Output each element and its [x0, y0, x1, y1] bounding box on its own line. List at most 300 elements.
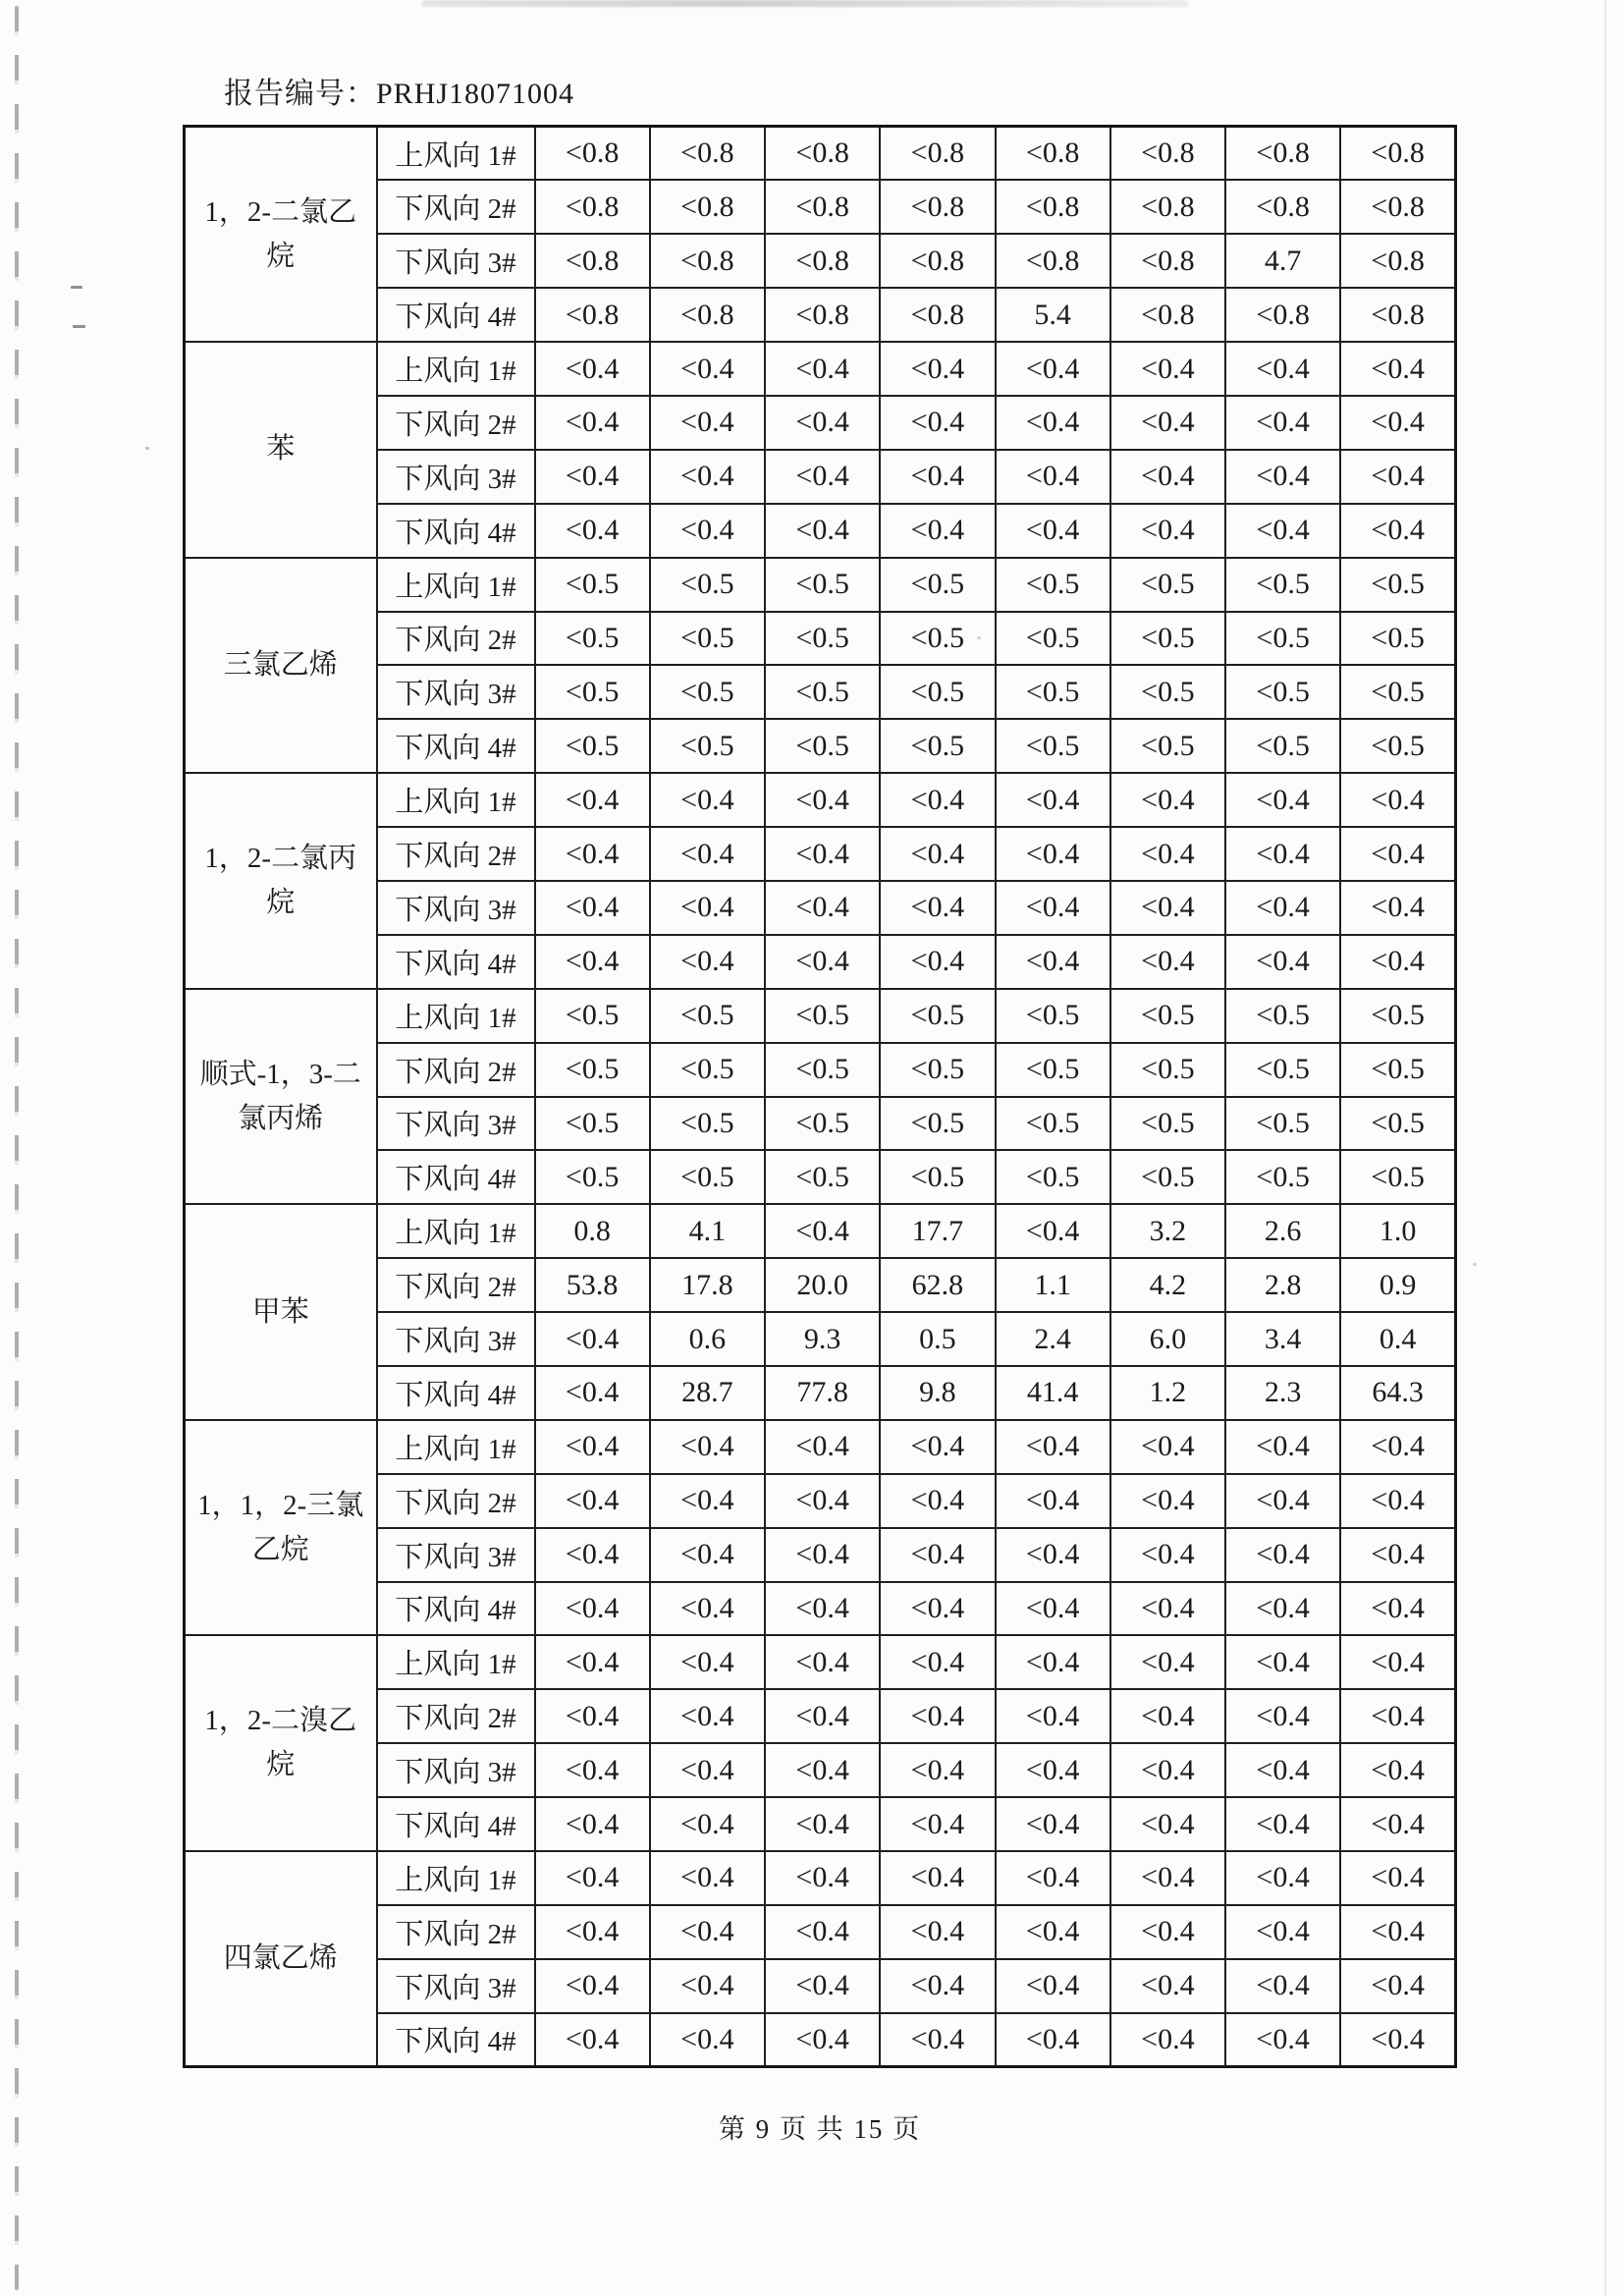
value-cell: <0.4 — [650, 342, 765, 396]
value-cell: 77.8 — [765, 1366, 880, 1420]
value-cell: <0.4 — [1110, 1797, 1225, 1851]
value-cell: <0.4 — [535, 504, 650, 558]
value-cell: 64.3 — [1340, 1366, 1455, 1420]
value-cell: <0.4 — [1225, 1743, 1340, 1797]
scan-artifact — [71, 286, 82, 289]
value-cell: <0.5 — [535, 989, 650, 1043]
value-cell: 6.0 — [1110, 1312, 1225, 1366]
table-row — [185, 127, 1456, 181]
table-row — [185, 989, 1456, 1043]
value-cell: <0.4 — [650, 827, 765, 881]
value-cell: <0.4 — [650, 1851, 765, 1905]
sample-point-cell: 上风向 1# — [377, 1851, 535, 1905]
value-cell: <0.5 — [880, 558, 995, 612]
value-cell: <0.4 — [880, 1905, 995, 1959]
value-cell: <0.4 — [1110, 1743, 1225, 1797]
value-cell: <0.8 — [765, 127, 880, 181]
value-cell: <0.4 — [1225, 450, 1340, 504]
value-cell: <0.5 — [880, 1097, 995, 1151]
value-cell: 3.4 — [1225, 1312, 1340, 1366]
sample-point-cell: 下风向 4# — [377, 504, 535, 558]
value-cell: <0.4 — [1110, 1582, 1225, 1636]
value-cell: <0.4 — [996, 396, 1110, 450]
sample-point-cell: 下风向 4# — [377, 288, 535, 342]
value-cell: <0.5 — [535, 612, 650, 666]
value-cell: <0.4 — [1340, 2013, 1455, 2067]
value-cell: <0.4 — [650, 450, 765, 504]
value-cell: <0.4 — [650, 1689, 765, 1743]
value-cell: <0.5 — [1340, 1097, 1455, 1151]
value-cell: <0.4 — [1110, 504, 1225, 558]
value-cell: 0.9 — [1340, 1258, 1455, 1312]
value-cell: <0.4 — [650, 1635, 765, 1689]
value-cell: <0.4 — [1110, 935, 1225, 989]
value-cell: <0.4 — [1340, 1959, 1455, 2013]
scan-artifact — [1473, 1263, 1477, 1266]
value-cell: <0.4 — [1110, 396, 1225, 450]
report-number-line — [224, 69, 574, 112]
chemical-name-cell: 甲苯 — [185, 1204, 377, 1420]
sample-point-cell: 下风向 2# — [377, 1043, 535, 1097]
value-cell: <0.4 — [650, 2013, 765, 2067]
value-cell: <0.8 — [765, 288, 880, 342]
value-cell: <0.5 — [650, 1043, 765, 1097]
value-cell: <0.4 — [1225, 1797, 1340, 1851]
value-cell: <0.4 — [650, 396, 765, 450]
value-cell: <0.8 — [1110, 234, 1225, 288]
value-cell: <0.5 — [1110, 989, 1225, 1043]
value-cell: <0.8 — [1340, 127, 1455, 181]
value-cell: <0.4 — [880, 1635, 995, 1689]
value-cell: <0.8 — [996, 127, 1110, 181]
value-cell: <0.8 — [880, 234, 995, 288]
value-cell: 4.2 — [1110, 1258, 1225, 1312]
results-table — [183, 125, 1457, 2068]
value-cell: <0.5 — [1110, 1150, 1225, 1204]
value-cell: <0.5 — [765, 665, 880, 719]
value-cell: <0.5 — [1225, 1097, 1340, 1151]
chemical-name-cell: 四氯乙烯 — [185, 1851, 377, 2067]
value-cell: <0.4 — [880, 827, 995, 881]
value-cell: <0.4 — [1225, 827, 1340, 881]
value-cell: <0.4 — [1110, 1528, 1225, 1582]
table-row — [185, 773, 1456, 827]
value-cell: 4.1 — [650, 1204, 765, 1258]
value-cell: <0.5 — [880, 612, 995, 666]
value-cell: <0.4 — [1340, 1528, 1455, 1582]
value-cell: <0.4 — [765, 1635, 880, 1689]
value-cell: <0.4 — [1110, 450, 1225, 504]
value-cell: <0.4 — [650, 1528, 765, 1582]
value-cell: <0.4 — [535, 1635, 650, 1689]
value-cell: <0.5 — [1110, 665, 1225, 719]
sample-point-cell: 上风向 1# — [377, 1635, 535, 1689]
sample-point-cell: 下风向 2# — [377, 827, 535, 881]
sample-point-cell: 上风向 1# — [377, 342, 535, 396]
value-cell: <0.4 — [1110, 1905, 1225, 1959]
chemical-name-cell: 1，2-二氯乙烷 — [185, 127, 377, 343]
value-cell: <0.4 — [1340, 1743, 1455, 1797]
value-cell: <0.4 — [880, 1959, 995, 2013]
table-row — [185, 558, 1456, 612]
value-cell: <0.4 — [1225, 1851, 1340, 1905]
value-cell: <0.4 — [880, 1420, 995, 1474]
value-cell: <0.5 — [1110, 558, 1225, 612]
value-cell: <0.4 — [1110, 1689, 1225, 1743]
value-cell: <0.4 — [1225, 1635, 1340, 1689]
sample-point-cell: 下风向 2# — [377, 396, 535, 450]
value-cell: <0.4 — [1340, 1851, 1455, 1905]
value-cell: <0.4 — [996, 1204, 1110, 1258]
value-cell: <0.4 — [996, 881, 1110, 935]
value-cell: <0.8 — [1225, 127, 1340, 181]
sample-point-cell: 上风向 1# — [377, 1204, 535, 1258]
value-cell: 1.2 — [1110, 1366, 1225, 1420]
value-cell: <0.4 — [1340, 1797, 1455, 1851]
value-cell: <0.4 — [1340, 881, 1455, 935]
chemical-name-cell: 三氯乙烯 — [185, 558, 377, 774]
value-cell: <0.4 — [650, 504, 765, 558]
value-cell: <0.4 — [765, 881, 880, 935]
value-cell: <0.5 — [1340, 989, 1455, 1043]
value-cell: <0.4 — [880, 1689, 995, 1743]
value-cell: 2.4 — [996, 1312, 1110, 1366]
value-cell: <0.4 — [1340, 1905, 1455, 1959]
value-cell: <0.5 — [765, 719, 880, 773]
value-cell: <0.4 — [1340, 1689, 1455, 1743]
scan-binding-marks — [15, 6, 19, 2290]
value-cell: <0.5 — [535, 665, 650, 719]
value-cell: <0.8 — [650, 180, 765, 234]
value-cell: <0.4 — [535, 881, 650, 935]
value-cell: <0.4 — [880, 1851, 995, 1905]
value-cell: <0.4 — [535, 1851, 650, 1905]
value-cell: <0.4 — [880, 935, 995, 989]
value-cell: <0.4 — [1110, 881, 1225, 935]
value-cell: <0.4 — [1340, 1474, 1455, 1528]
value-cell: <0.4 — [996, 1851, 1110, 1905]
value-cell: <0.4 — [1110, 1635, 1225, 1689]
table-row — [185, 342, 1456, 396]
value-cell: <0.4 — [535, 827, 650, 881]
value-cell: <0.5 — [1110, 1097, 1225, 1151]
value-cell: <0.4 — [535, 1797, 650, 1851]
value-cell: <0.4 — [880, 504, 995, 558]
sample-point-cell: 下风向 2# — [377, 1474, 535, 1528]
value-cell: 17.7 — [880, 1204, 995, 1258]
value-cell: <0.5 — [650, 989, 765, 1043]
sample-point-cell: 下风向 3# — [377, 1528, 535, 1582]
value-cell: <0.4 — [880, 1582, 995, 1636]
value-cell: <0.5 — [535, 558, 650, 612]
value-cell: <0.8 — [1340, 234, 1455, 288]
value-cell: <0.5 — [996, 989, 1110, 1043]
value-cell: <0.4 — [1340, 1635, 1455, 1689]
table-row — [185, 1851, 1456, 1905]
value-cell: <0.5 — [1225, 989, 1340, 1043]
chemical-name-cell: 顺式-1，3-二氯丙烯 — [185, 989, 377, 1205]
value-cell: <0.4 — [1225, 342, 1340, 396]
chemical-name-cell: 1，2-二氯丙烷 — [185, 773, 377, 989]
value-cell: <0.8 — [650, 288, 765, 342]
sample-point-cell: 下风向 3# — [377, 1312, 535, 1366]
value-cell: <0.4 — [535, 1959, 650, 2013]
value-cell: <0.4 — [1110, 342, 1225, 396]
value-cell: 0.6 — [650, 1312, 765, 1366]
value-cell: <0.4 — [1225, 2013, 1340, 2067]
value-cell: <0.4 — [996, 1689, 1110, 1743]
value-cell: <0.4 — [996, 342, 1110, 396]
chemical-name-cell: 1，1，2-三氯乙烷 — [185, 1420, 377, 1636]
value-cell: <0.4 — [880, 881, 995, 935]
value-cell: <0.4 — [765, 827, 880, 881]
sample-point-cell: 下风向 2# — [377, 612, 535, 666]
value-cell: <0.4 — [1225, 1905, 1340, 1959]
value-cell: <0.5 — [765, 1097, 880, 1151]
sample-point-cell: 上风向 1# — [377, 989, 535, 1043]
value-cell: <0.5 — [1110, 719, 1225, 773]
sample-point-cell: 下风向 4# — [377, 1366, 535, 1420]
scan-edge-line — [1604, 0, 1606, 2296]
value-cell: <0.8 — [996, 234, 1110, 288]
value-cell: <0.8 — [650, 234, 765, 288]
value-cell: <0.5 — [880, 719, 995, 773]
value-cell: <0.4 — [880, 773, 995, 827]
value-cell: <0.4 — [1340, 935, 1455, 989]
value-cell: <0.5 — [996, 612, 1110, 666]
value-cell: <0.4 — [1225, 504, 1340, 558]
sample-point-cell: 上风向 1# — [377, 558, 535, 612]
value-cell: <0.4 — [765, 1851, 880, 1905]
value-cell: <0.5 — [765, 989, 880, 1043]
value-cell: <0.8 — [1340, 288, 1455, 342]
value-cell: <0.4 — [650, 1797, 765, 1851]
value-cell: <0.4 — [1340, 450, 1455, 504]
value-cell: <0.4 — [650, 1474, 765, 1528]
value-cell: <0.5 — [1340, 665, 1455, 719]
value-cell: <0.4 — [650, 1905, 765, 1959]
sample-point-cell: 下风向 3# — [377, 881, 535, 935]
value-cell: <0.4 — [535, 1905, 650, 1959]
value-cell: <0.4 — [1340, 396, 1455, 450]
value-cell: <0.4 — [1225, 881, 1340, 935]
value-cell: <0.5 — [650, 558, 765, 612]
value-cell: <0.4 — [880, 1797, 995, 1851]
value-cell: <0.8 — [880, 288, 995, 342]
value-cell: 41.4 — [996, 1366, 1110, 1420]
value-cell: 17.8 — [650, 1258, 765, 1312]
value-cell: <0.4 — [1110, 827, 1225, 881]
value-cell: <0.5 — [996, 665, 1110, 719]
value-cell: <0.4 — [650, 1959, 765, 2013]
value-cell: <0.5 — [1340, 719, 1455, 773]
value-cell: <0.4 — [765, 1797, 880, 1851]
sample-point-cell: 下风向 2# — [377, 1689, 535, 1743]
value-cell: <0.4 — [535, 1312, 650, 1366]
value-cell: <0.4 — [1225, 1528, 1340, 1582]
value-cell: <0.4 — [996, 1635, 1110, 1689]
value-cell: <0.5 — [650, 612, 765, 666]
value-cell: <0.4 — [535, 1528, 650, 1582]
value-cell: <0.5 — [765, 558, 880, 612]
sample-point-cell: 下风向 3# — [377, 1743, 535, 1797]
sample-point-cell: 下风向 3# — [377, 234, 535, 288]
value-cell: <0.8 — [1225, 288, 1340, 342]
value-cell: <0.4 — [880, 1474, 995, 1528]
value-cell: <0.4 — [880, 1528, 995, 1582]
value-cell: <0.4 — [880, 450, 995, 504]
value-cell: <0.5 — [765, 612, 880, 666]
value-cell: <0.4 — [1340, 773, 1455, 827]
value-cell: <0.4 — [1225, 1474, 1340, 1528]
sample-point-cell: 下风向 4# — [377, 935, 535, 989]
value-cell: <0.8 — [1110, 127, 1225, 181]
value-cell: 5.4 — [996, 288, 1110, 342]
value-cell: 9.3 — [765, 1312, 880, 1366]
value-cell: <0.4 — [535, 1474, 650, 1528]
table-row — [185, 1204, 1456, 1258]
value-cell: <0.4 — [1110, 1474, 1225, 1528]
value-cell: <0.4 — [996, 773, 1110, 827]
value-cell: <0.4 — [765, 342, 880, 396]
value-cell: <0.8 — [1110, 180, 1225, 234]
value-cell: <0.8 — [765, 234, 880, 288]
value-cell: <0.4 — [535, 396, 650, 450]
sample-point-cell: 下风向 2# — [377, 180, 535, 234]
value-cell: <0.4 — [1110, 1420, 1225, 1474]
value-cell: <0.4 — [1225, 935, 1340, 989]
value-cell: <0.4 — [650, 881, 765, 935]
sample-point-cell: 下风向 4# — [377, 1797, 535, 1851]
value-cell: <0.4 — [996, 1959, 1110, 2013]
value-cell: <0.4 — [650, 773, 765, 827]
value-cell: <0.5 — [880, 1150, 995, 1204]
value-cell: <0.4 — [535, 1582, 650, 1636]
value-cell: 0.8 — [535, 1204, 650, 1258]
value-cell: <0.4 — [996, 1797, 1110, 1851]
value-cell: <0.4 — [765, 2013, 880, 2067]
value-cell: <0.4 — [535, 1420, 650, 1474]
value-cell: <0.8 — [535, 127, 650, 181]
value-cell: <0.5 — [1225, 719, 1340, 773]
value-cell: <0.4 — [996, 1905, 1110, 1959]
value-cell: <0.8 — [1225, 180, 1340, 234]
value-cell: <0.4 — [765, 1582, 880, 1636]
value-cell: <0.4 — [1110, 773, 1225, 827]
value-cell: <0.5 — [535, 719, 650, 773]
value-cell: <0.4 — [1225, 1420, 1340, 1474]
value-cell: 62.8 — [880, 1258, 995, 1312]
value-cell: <0.4 — [535, 1743, 650, 1797]
sample-point-cell: 下风向 3# — [377, 665, 535, 719]
value-cell: <0.4 — [765, 1689, 880, 1743]
value-cell: <0.8 — [535, 288, 650, 342]
sample-point-cell: 下风向 2# — [377, 1258, 535, 1312]
value-cell: <0.4 — [996, 935, 1110, 989]
value-cell: <0.8 — [650, 127, 765, 181]
scan-artifact — [145, 447, 149, 450]
value-cell: <0.5 — [535, 1150, 650, 1204]
value-cell: <0.4 — [535, 773, 650, 827]
value-cell: <0.4 — [765, 1420, 880, 1474]
value-cell: <0.5 — [996, 719, 1110, 773]
sample-point-cell: 下风向 3# — [377, 1959, 535, 2013]
value-cell: <0.4 — [650, 1420, 765, 1474]
value-cell: <0.4 — [1225, 1959, 1340, 2013]
value-cell: <0.5 — [650, 719, 765, 773]
value-cell: <0.8 — [880, 180, 995, 234]
table-row — [185, 1420, 1456, 1474]
value-cell: <0.4 — [880, 1743, 995, 1797]
value-cell: <0.5 — [765, 1043, 880, 1097]
value-cell: <0.4 — [535, 935, 650, 989]
value-cell: <0.4 — [650, 935, 765, 989]
sample-point-cell: 下风向 4# — [377, 1150, 535, 1204]
sample-point-cell: 下风向 3# — [377, 1097, 535, 1151]
value-cell: <0.4 — [880, 396, 995, 450]
value-cell: 2.8 — [1225, 1258, 1340, 1312]
value-cell: <0.4 — [996, 450, 1110, 504]
value-cell: <0.5 — [996, 1150, 1110, 1204]
sample-point-cell: 下风向 2# — [377, 1905, 535, 1959]
value-cell: <0.4 — [765, 504, 880, 558]
value-cell: 53.8 — [535, 1258, 650, 1312]
value-cell: <0.4 — [1340, 342, 1455, 396]
value-cell: <0.5 — [650, 1097, 765, 1151]
sample-point-cell: 上风向 1# — [377, 1420, 535, 1474]
value-cell: <0.5 — [996, 1043, 1110, 1097]
value-cell: <0.5 — [1225, 558, 1340, 612]
value-cell: <0.5 — [1340, 1043, 1455, 1097]
value-cell: <0.5 — [996, 1097, 1110, 1151]
value-cell: 2.6 — [1225, 1204, 1340, 1258]
table-row — [185, 1635, 1456, 1689]
value-cell: <0.8 — [535, 234, 650, 288]
value-cell: 28.7 — [650, 1366, 765, 1420]
value-cell: <0.4 — [1110, 1851, 1225, 1905]
scan-artifact — [73, 325, 85, 328]
results-table-body — [185, 127, 1456, 2067]
chemical-name-cell: 1，2-二溴乙烷 — [185, 1635, 377, 1851]
value-cell: <0.4 — [1225, 396, 1340, 450]
value-cell: <0.4 — [650, 1582, 765, 1636]
value-cell: 20.0 — [765, 1258, 880, 1312]
value-cell: <0.4 — [765, 1204, 880, 1258]
value-cell: <0.5 — [535, 1043, 650, 1097]
value-cell: <0.8 — [880, 127, 995, 181]
value-cell: <0.4 — [765, 396, 880, 450]
value-cell: <0.4 — [996, 1474, 1110, 1528]
value-cell: <0.4 — [996, 1420, 1110, 1474]
value-cell: <0.4 — [996, 1582, 1110, 1636]
value-cell: <0.4 — [1225, 1582, 1340, 1636]
value-cell: <0.5 — [1225, 1043, 1340, 1097]
chemical-name-cell: 苯 — [185, 342, 377, 558]
value-cell: <0.5 — [1110, 1043, 1225, 1097]
value-cell: <0.5 — [1340, 1150, 1455, 1204]
value-cell: <0.4 — [535, 342, 650, 396]
value-cell: <0.5 — [1110, 612, 1225, 666]
sample-point-cell: 下风向 4# — [377, 2013, 535, 2067]
page-footer: 第 9 页 共 15 页 — [718, 2114, 922, 2144]
value-cell: <0.5 — [650, 1150, 765, 1204]
value-cell: 0.4 — [1340, 1312, 1455, 1366]
sample-point-cell: 上风向 1# — [377, 127, 535, 181]
value-cell: 4.7 — [1225, 234, 1340, 288]
value-cell: <0.8 — [765, 180, 880, 234]
value-cell: <0.4 — [996, 827, 1110, 881]
value-cell: <0.5 — [650, 665, 765, 719]
